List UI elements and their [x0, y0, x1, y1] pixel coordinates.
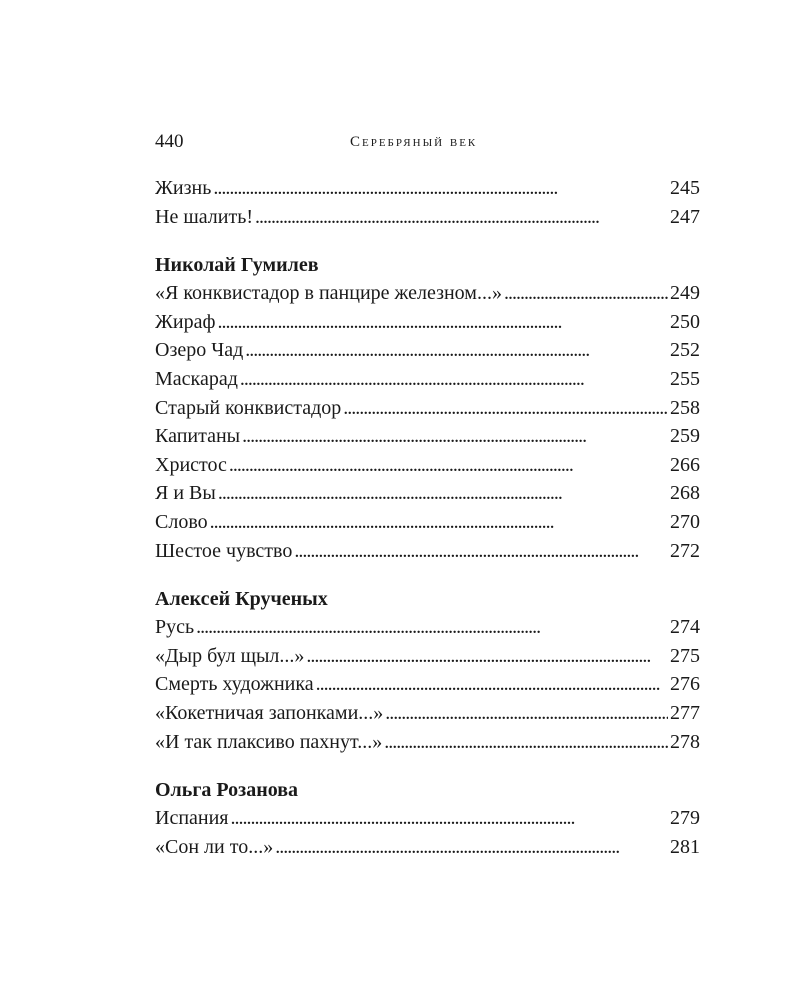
toc-entry [155, 365, 700, 394]
toc-section [155, 251, 700, 565]
toc-entry [155, 308, 700, 337]
entry-page-number: 276 [670, 673, 700, 696]
entry-title: Маскарад [155, 367, 238, 390]
dot-leader [384, 728, 668, 757]
running-title: Серебряный век [350, 134, 478, 150]
entry-title: Смерть художника [155, 673, 314, 696]
entry-title: «Сон ли то...» [155, 835, 274, 858]
entry-page-number: 255 [670, 367, 700, 390]
table-of-contents [155, 174, 700, 861]
entry-page-number: 266 [670, 453, 700, 476]
running-head [155, 130, 700, 154]
entry-title: Испания [155, 807, 229, 830]
entry-title: Не шалить! [155, 205, 253, 228]
toc-entry [155, 613, 700, 642]
dot-leader [255, 203, 668, 232]
entry-page-number: 249 [670, 282, 700, 305]
dot-leader [240, 365, 668, 394]
dot-leader [196, 613, 668, 642]
dot-leader [385, 699, 668, 728]
dot-leader [231, 804, 668, 833]
entry-title: Русь [155, 616, 195, 639]
entry-title: Слово [155, 510, 208, 533]
entry-title: «Я конквистадор в панцире железном...» [155, 282, 502, 305]
toc-entry [155, 699, 700, 728]
toc-entry [155, 422, 700, 451]
author-heading: Николай Гумилев [155, 254, 319, 277]
toc-entry [155, 833, 700, 862]
entry-title: Капитаны [155, 425, 241, 448]
entry-page-number: 259 [670, 425, 700, 448]
entry-page-number: 268 [670, 482, 700, 505]
dot-leader [217, 308, 668, 337]
dot-leader [218, 479, 668, 508]
entry-page-number: 258 [670, 396, 700, 419]
toc-section [155, 585, 700, 756]
entry-title: «Дыр бул щыл...» [155, 644, 305, 667]
toc-section [155, 776, 700, 861]
page-number: 440 [155, 131, 184, 152]
entry-title: «Кокетничая запонками...» [155, 701, 384, 724]
entry-page-number: 272 [670, 539, 700, 562]
entry-page-number: 252 [670, 339, 700, 362]
author-heading: Ольга Розанова [155, 779, 299, 802]
entry-page-number: 247 [670, 205, 700, 228]
toc-entry [155, 508, 700, 537]
dot-leader [245, 336, 668, 365]
entry-page-number: 245 [670, 177, 700, 199]
dot-leader [229, 451, 668, 480]
entry-title: Озеро Чад [155, 339, 244, 362]
toc-section [155, 174, 700, 231]
toc-entry [155, 479, 700, 508]
toc-entry [155, 537, 700, 566]
dot-leader [242, 422, 668, 451]
entry-title: Жираф [155, 310, 216, 333]
dot-leader [213, 174, 668, 203]
toc-entry [155, 279, 700, 308]
author-heading: Алексей Крученых [155, 588, 328, 611]
entry-page-number: 274 [670, 616, 700, 639]
dot-leader [210, 508, 668, 537]
toc-entry [155, 174, 700, 203]
dot-leader [316, 670, 668, 699]
dot-leader [306, 642, 668, 671]
toc-entry [155, 642, 700, 671]
entry-page-number: 277 [670, 701, 700, 724]
toc-entry [155, 670, 700, 699]
toc-entry [155, 394, 700, 423]
dot-leader [294, 537, 668, 566]
entry-page-number: 278 [670, 730, 700, 753]
toc-entry [155, 804, 700, 833]
dot-leader [504, 279, 668, 308]
entry-title: Я и Вы [155, 482, 216, 505]
entry-title: Шестое чувство [155, 539, 293, 562]
entry-page-number: 281 [670, 835, 700, 858]
toc-entry [155, 728, 700, 757]
entry-title: Жизнь [155, 177, 212, 199]
book-page [155, 0, 700, 1000]
entry-title: Старый конквистадор [155, 396, 342, 419]
entry-title: Христос [155, 453, 227, 476]
entry-title: «И так плаксиво пахнут...» [155, 730, 383, 753]
entry-page-number: 275 [670, 644, 700, 667]
dot-leader [343, 394, 668, 423]
toc-entry [155, 336, 700, 365]
dot-leader [275, 833, 668, 862]
toc-entry [155, 451, 700, 480]
toc-entry [155, 203, 700, 232]
entry-page-number: 250 [670, 310, 700, 333]
entry-page-number: 279 [670, 807, 700, 830]
entry-page-number: 270 [670, 510, 700, 533]
